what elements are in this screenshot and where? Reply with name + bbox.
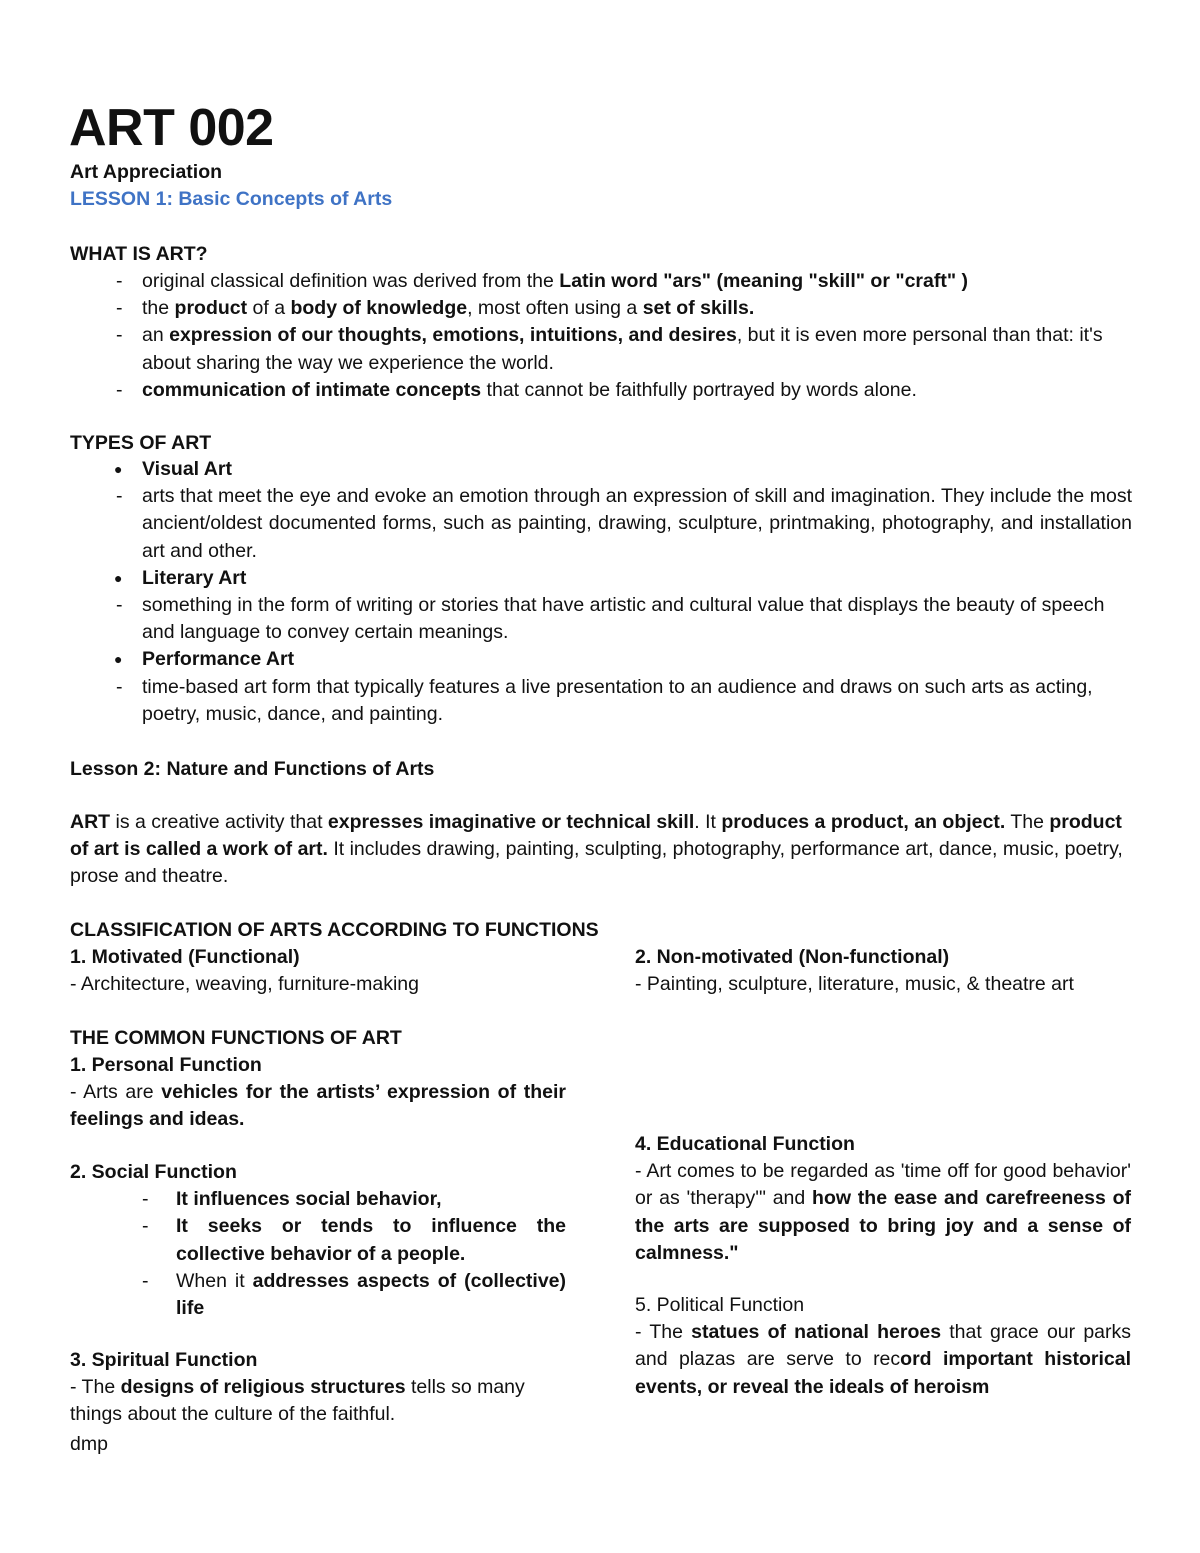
dash-bullet: - xyxy=(116,324,123,347)
list-item: - original classical definition was derived from the Latin word "ars" (meaning "skill" or "craft" ) xyxy=(70,268,1132,295)
common-functions-heading: THE COMMON FUNCTIONS OF ART xyxy=(70,1027,402,1049)
classification-non-motivated: 2. Non-motivated (Non-functional) - Painting, sculpture, literature, music, & theatre art xyxy=(635,946,1074,996)
dash-bullet: - xyxy=(116,378,123,401)
dash-bullet: - xyxy=(142,1269,149,1292)
spiritual-function: 3. Spiritual Function - The designs of religious structures tells so many things about the culture of the faithful. xyxy=(70,1349,525,1426)
art-type-desc: - something in the form of writing or stories that have artistic and cultural value that displays the beauty of speech and language to convey certain meanings. xyxy=(116,594,1105,644)
educational-function: 4. Educational Function - Art comes to be regarded as 'time off for good behavior' or as 'therapy'" and how the ease and carefreeness of the arts are supposed to bring joy and a sense of calmness." xyxy=(635,1133,1131,1264)
list-item: - an expression of our thoughts, emotions, intuitions, and desires, but it is even more personal than that: it's about sharing the way we experience the world. xyxy=(116,324,1103,374)
dash-bullet: - xyxy=(142,1188,149,1211)
list-item: - It seeks or tends to influence the collective behavior of a people. xyxy=(142,1215,566,1265)
classification-motivated: 1. Motivated (Functional) - Architecture, weaving, furniture-making xyxy=(70,946,419,996)
art-type-desc: - time-based art form that typically features a live presentation to an audience and draws on such arts as acting, poetry, music, dance, and painting. xyxy=(116,675,1093,725)
dash-bullet: - xyxy=(116,270,123,292)
bullet-dot-icon: ● xyxy=(114,569,123,586)
personal-function: 1. Personal Function - Arts are vehicles for the artists’ expression of their feelings and ideas. xyxy=(70,1054,566,1131)
lesson1-heading: LESSON 1: Basic Concepts of Arts xyxy=(70,188,393,210)
classification-heading: CLASSIFICATION OF ARTS ACCORDING TO FUNCTIONS xyxy=(70,919,599,941)
bullet-dot-icon: ● xyxy=(114,651,123,668)
list-item: - When it addresses aspects of (collective) life xyxy=(142,1269,567,1320)
dash-bullet: - xyxy=(142,1215,149,1238)
list-item: - the product of a body of knowledge, most often using a set of skills. xyxy=(70,295,1132,322)
list-item: - It influences social behavior, xyxy=(70,1186,566,1213)
bullet-dot-icon: ● xyxy=(114,461,123,477)
art-type-name: ● Visual Art xyxy=(70,456,1132,483)
footer-initials: dmp xyxy=(70,1433,108,1455)
what-is-art-list xyxy=(70,268,1132,404)
types-of-art-list xyxy=(70,456,1132,728)
page-title: ART 002 xyxy=(69,99,274,157)
types-of-art-heading: TYPES OF ART xyxy=(70,432,212,454)
social-function: 2. Social Function - It influences social behavior, - It seeks or tends to influence the collective behavior of a people. - When it addresses aspects of (collective) life xyxy=(70,1159,566,1322)
dash-bullet: - xyxy=(116,485,123,508)
dash-bullet: - xyxy=(116,594,123,617)
list-item: - communication of intimate concepts that cannot be faithfully portrayed by words alone. xyxy=(70,377,1132,404)
what-is-art-heading: WHAT IS ART? xyxy=(70,243,208,265)
course-subtitle: Art Appreciation xyxy=(70,161,223,183)
art-type-name: ● Performance Art xyxy=(70,646,1132,673)
dash-bullet: - xyxy=(116,675,123,698)
lesson2-heading: Lesson 2: Nature and Functions of Arts xyxy=(70,758,435,780)
art-type-name: ● Literary Art xyxy=(70,565,1132,592)
dash-bullet: - xyxy=(116,297,123,320)
lesson2-paragraph: ART is a creative activity that expresses imaginative or technical skill. It produces a product, an object. The product of art is called a work of art. It includes drawing, painting, sculpting, photography, performance art, dance, music, poetry, prose and theatre. xyxy=(70,811,1123,888)
political-function: 5. Political Function - The statues of national heroes that grace our parks and plazas are serve to record important historical events, or reveal the ideals of heroism xyxy=(635,1294,1132,1398)
art-type-desc: - arts that meet the eye and evoke an emotion through an expression of skill and imagination. They include the most ancient/oldest documented forms, such as painting, drawing, sculpture, printmaking, photography, and installation art and other. xyxy=(116,485,1132,562)
